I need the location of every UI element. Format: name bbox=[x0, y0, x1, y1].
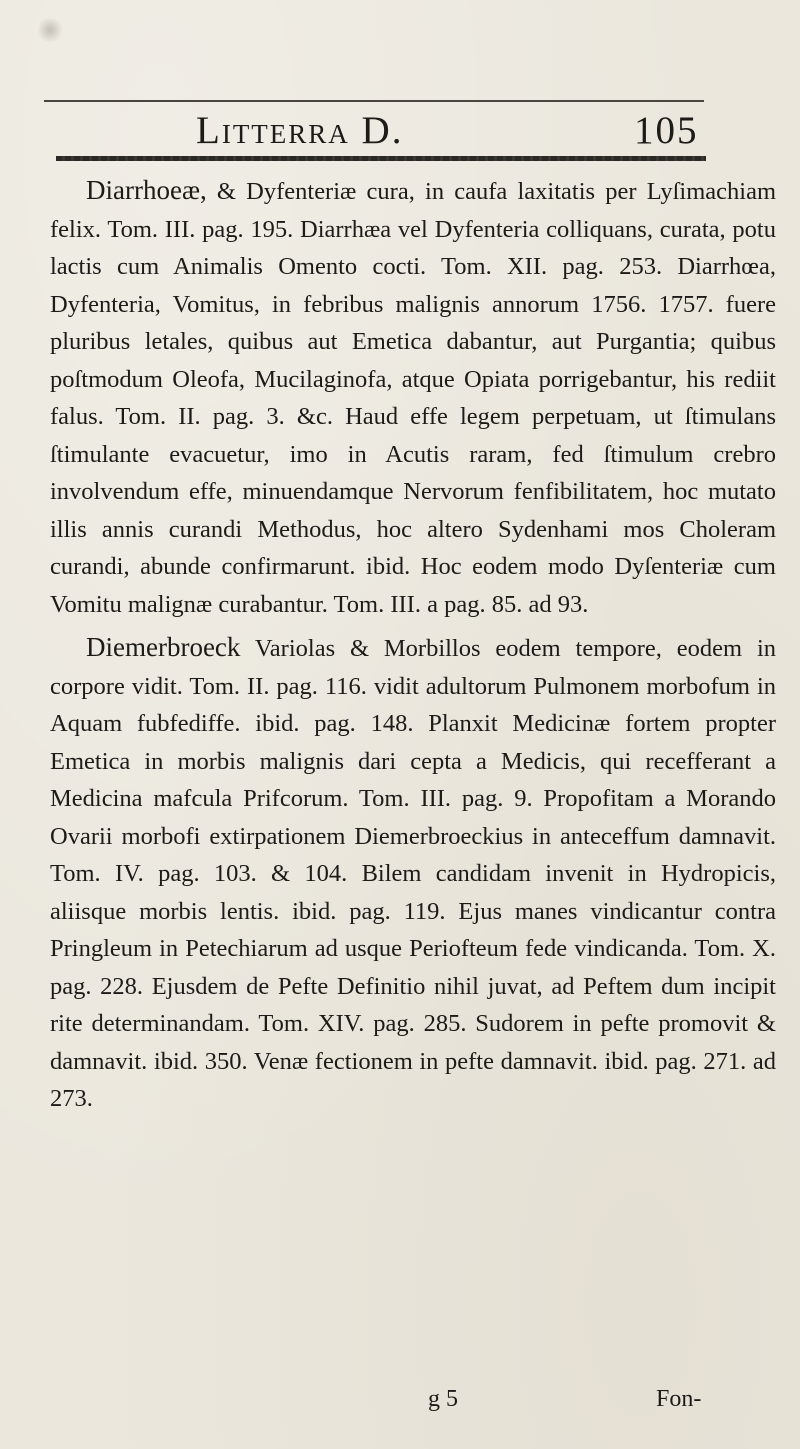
entry-diarrhoea bbox=[50, 172, 776, 623]
page-number: 105 bbox=[634, 109, 699, 152]
signature-mark: g 5 bbox=[428, 1386, 458, 1412]
entry-heading: Diemerbroeck bbox=[86, 632, 241, 662]
entry-body: & Dyfenteriæ cura, in caufa laxitatis per Lyſimachiam felix. Tom. III. pag. 195. Diarrhæa vel Dyfenteria colliquans, curata, potu lactis cum Animalis Omento cocti. Tom. XII. pag. 253. Diarrhœa, Dyfenteria, Vomitus, in febribus malignis annorum 1756. 1757. fuere pluribus letales, quibus aut Emetica dabantur, aut Purgantia; quibus poſtmodum Oleofa, Mucilaginofa, atque Opiata porrigebantur, his rediit falus. Tom. II. pag. 3. &c. Haud effe legem perpetuam, ut ſtimulans ſtimulante evacuetur, imo in Acutis raram, fed ſtimulum crebro involvendum effe, minuendamque Nervorum fenfibilitatem, hoc mutato illis annis curandi Methodus, hoc altero Sydenhami mos Choleram curandi, abunde confirmarunt. ibid. Hoc eodem modo Dyſenteriæ cum Vomitu malignæ curabantur. Tom. III. a pag. 85. ad 93. bbox=[50, 178, 776, 618]
running-head-title: Litterra D. bbox=[196, 109, 404, 152]
catchword: Fon- bbox=[656, 1386, 702, 1412]
running-head bbox=[196, 108, 776, 154]
entry-body: Variolas & Morbillos eodem tempore, eodem in corpore vidit. Tom. II. pag. 116. vidit adultorum Pulmonem morbofum in Aquam fubfediffe. ibid. pag. 148. Planxit Medicinæ fortem propter Emetica in morbis malignis dari cepta a Medicis, qui recefferant a Medicina mafcula Prifcorum. Tom. III. pag. 9. Propofitam a Morando Ovarii morbofi extirpationem Diemerbroeckius in anteceffum damnavit. Tom. IV. pag. 103. & 104. Bilem candidam invenit in Hydropicis, aliisque morbis lentis. ibid. pag. 119. Ejus manes vindicantur contra Pringleum in Petechiarum ad usque Periofteum fede vindicanda. Tom. X. pag. 228. Ejusdem de Pefte Definitio nihil juvat, ad Peftem dum incipit rite determinandam. Tom. XIV. pag. 285. Sudorem in pefte promovit & damnavit. ibid. 350. Venæ fectionem in pefte damnavit. ibid. pag. 271. ad 273. bbox=[50, 635, 776, 1112]
entry-diemerbroeck bbox=[50, 629, 776, 1118]
body-text bbox=[50, 172, 776, 1118]
page-footer bbox=[0, 1386, 800, 1426]
entry-heading: Diarrhoeæ, bbox=[86, 175, 207, 205]
header-rule bbox=[56, 156, 706, 161]
top-border-rule bbox=[44, 100, 704, 102]
ink-stain bbox=[36, 18, 64, 42]
